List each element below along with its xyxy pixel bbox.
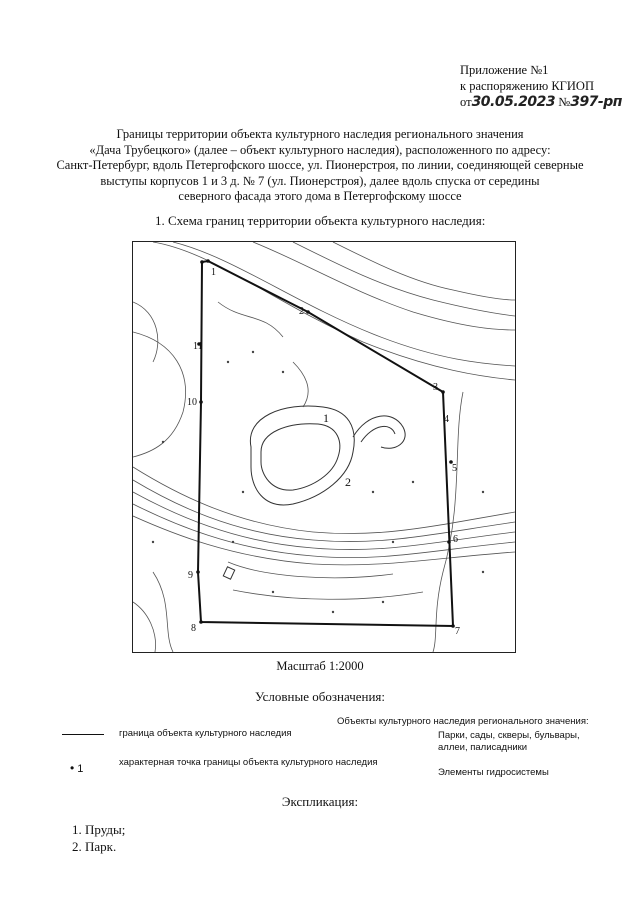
appendix-date-prefix: от [460, 95, 472, 109]
list-item: 2. Парк. [72, 839, 117, 854]
title-line: Санкт-Петербург, вдоль Петергофского шоссе, ул. Пионерстроя, по линии, соединяющей северные [56, 158, 584, 172]
point-label: 1 [211, 267, 216, 278]
appendix-number-sign: № [558, 95, 571, 109]
point-label: 2 [299, 306, 304, 317]
point-symbol-number: 1 [77, 763, 84, 775]
legend-title: Условные обозначения: [254, 689, 386, 704]
point-label: 3 [433, 382, 438, 393]
appendix-number: 397-рп [570, 94, 622, 110]
point-label: 11 [193, 341, 203, 352]
appendix-line1: Приложение №1 [460, 63, 549, 77]
appendix-line3 [460, 94, 622, 110]
title-line: северного фасада этого дома в Петергофскому шоссе [178, 189, 462, 203]
boundary-points [196, 259, 455, 628]
point-label: 9 [188, 570, 193, 581]
point-label: 6 [453, 534, 458, 545]
point-label: 10 [187, 397, 197, 408]
point-label: 5 [452, 463, 457, 474]
document-title [40, 127, 600, 205]
map-contours [133, 242, 515, 652]
point-label: 8 [191, 623, 196, 634]
boundary-polygon [198, 261, 453, 626]
point-label: 7 [455, 626, 460, 637]
title-line: «Дача Трубецкого» (далее – объект культурного наследия), расположенного по адресу: [89, 142, 551, 157]
appendix-block [460, 62, 622, 110]
object-label: 2 [345, 475, 351, 489]
appendix-line2: к распоряжению КГИОП [460, 79, 594, 93]
boundary-map [132, 241, 516, 653]
legend-boundary-label: граница объекта культурного наследия [119, 728, 292, 739]
legend-parks: Парки, сады, скверы, бульвары, аллеи, палисадники [438, 730, 580, 753]
title-line: выступы корпусов 1 и 3 д. № 7 (ул. Пионерстроя), далее вдоль спуска от середины [100, 173, 540, 188]
section-heading: 1. Схема границ территории объекта культурного наследия: [155, 213, 486, 228]
appendix-date: 30.05.2023 [471, 94, 556, 110]
point-symbol: • 1 [70, 761, 84, 775]
explication-title: Экспликация: [281, 794, 359, 809]
object-label: 1 [323, 411, 329, 425]
boundary-line-symbol [62, 734, 104, 735]
legend-water: Элементы гидросистемы [438, 767, 549, 778]
point-label: 4 [444, 414, 449, 425]
legend-regional-objects: Объекты культурного наследия регионального значения: [337, 716, 589, 727]
list-item: 1. Пруды; [72, 822, 126, 837]
explication-list [72, 821, 125, 855]
map-drawing [133, 242, 515, 652]
legend-point-label: характерная точка границы объекта культурного наследия [119, 757, 378, 768]
map-scale: Масштаб 1:2000 [276, 659, 364, 673]
title-line: Границы территории объекта культурного наследия регионального значения [116, 127, 524, 141]
